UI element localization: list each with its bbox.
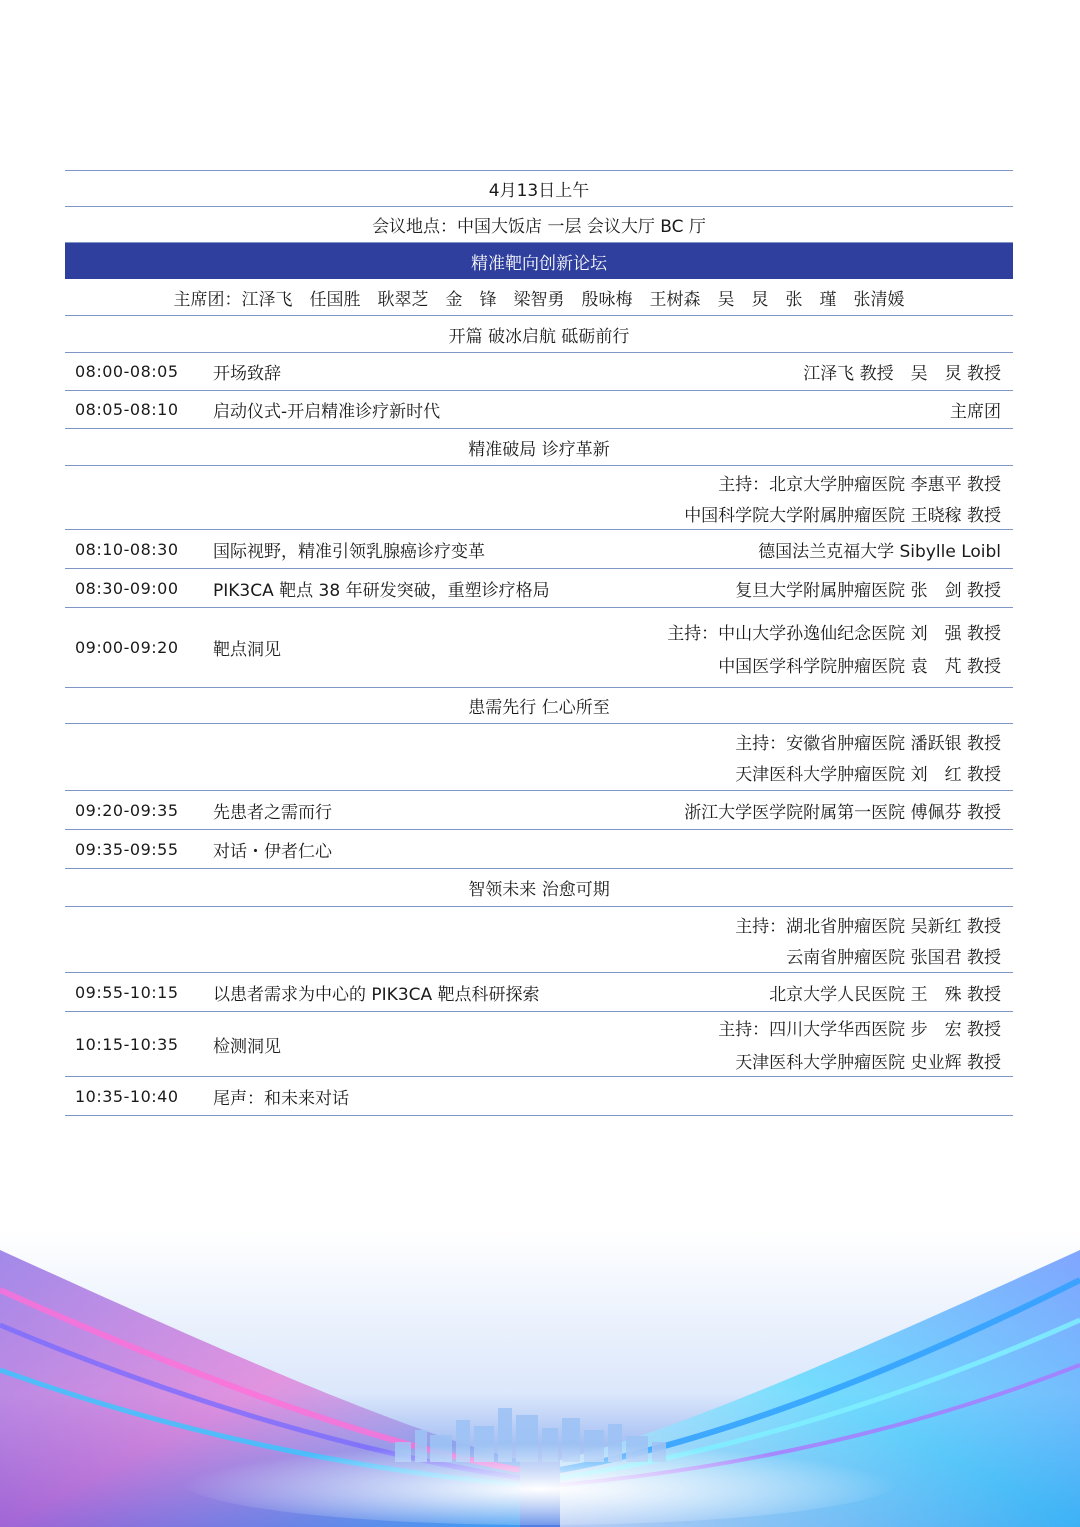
host: 中国科学院大学附属肿瘤医院 王晓稼 教授 xyxy=(684,505,1001,526)
agenda-row xyxy=(65,391,1013,429)
agenda-row xyxy=(65,608,1013,688)
time: 09:00-09:20 xyxy=(75,638,179,657)
date-header: 4月13日上午 xyxy=(488,181,590,201)
venue: 会议地点：中国大饭店 一层 会议大厅 BC 厅 xyxy=(372,217,706,237)
speaker: 天津医科大学肿瘤医院 史业辉 教授 xyxy=(735,1053,1001,1073)
time: 09:35-09:55 xyxy=(75,839,179,859)
forum-title: 精准靶向创新论坛 xyxy=(471,253,607,274)
topic: 对话・伊者仁心 xyxy=(213,841,332,862)
topic: 以患者需求为中心的 PIK3CA 靶点科研探索 xyxy=(213,984,540,1005)
speaker-stack xyxy=(667,608,1001,687)
host-row xyxy=(65,724,1013,791)
host: 主持：安徽省肿瘤医院 潘跃银 教授 xyxy=(735,734,1001,754)
time: 10:35-10:40 xyxy=(75,1086,179,1106)
topic: 国际视野，精准引领乳腺癌诊疗变革 xyxy=(213,541,485,562)
agenda-row xyxy=(65,353,1013,391)
agenda-row xyxy=(65,1012,1013,1077)
host-row xyxy=(65,907,1013,973)
date-header-row xyxy=(65,170,1013,207)
speaker: 江泽飞 教授 吴 炅 教授 xyxy=(803,364,1001,384)
time: 09:20-09:35 xyxy=(75,800,179,820)
time: 08:05-08:10 xyxy=(75,400,179,419)
forum-title-row xyxy=(65,243,1013,279)
speaker: 主席团 xyxy=(950,402,1001,422)
section-title: 患需先行 仁心所至 xyxy=(65,688,1013,724)
speaker: 中国医学科学院肿瘤医院 袁 芃 教授 xyxy=(718,656,1001,677)
presidium: 主席团：江泽飞 任国胜 耿翠芝 金 锋 梁智勇 殷咏梅 王树森 吴 炅 张 瑾 张清媛 xyxy=(173,289,905,310)
section-title: 精准破局 诊疗革新 xyxy=(65,429,1013,466)
presidium-row xyxy=(65,279,1013,316)
speaker: 主持：中山大学孙逸仙纪念医院 刘 强 教授 xyxy=(667,623,1001,644)
agenda-row xyxy=(65,530,1013,569)
time: 10:15-10:35 xyxy=(75,1034,179,1054)
topic: 检测洞见 xyxy=(213,1036,281,1057)
section-title: 智领未来 治愈可期 xyxy=(65,869,1013,907)
decorative-light-background xyxy=(0,1230,1080,1527)
agenda-row xyxy=(65,830,1013,869)
speaker: 德国法兰克福大学 Sibylle Loibl xyxy=(758,541,1001,562)
agenda-row xyxy=(65,1077,1013,1116)
speaker-stack xyxy=(718,1012,1001,1076)
speaker: 复旦大学附属肿瘤医院 张 剑 教授 xyxy=(735,580,1001,601)
time: 08:00-08:05 xyxy=(75,362,179,381)
time: 08:30-09:00 xyxy=(75,578,179,598)
host: 天津医科大学肿瘤医院 刘 红 教授 xyxy=(735,765,1001,785)
venue-row xyxy=(65,207,1013,243)
topic: 先患者之需而行 xyxy=(213,802,332,823)
time: 09:55-10:15 xyxy=(75,982,179,1002)
topic: 启动仪式-开启精准诊疗新时代 xyxy=(213,402,441,422)
topic: 靶点洞见 xyxy=(213,640,281,660)
agenda-row xyxy=(65,973,1013,1012)
speaker: 主持：四川大学华西医院 步 宏 教授 xyxy=(718,1020,1001,1040)
host-row xyxy=(65,466,1013,530)
agenda-row xyxy=(65,569,1013,608)
topic: 尾声：和未来对话 xyxy=(213,1088,349,1109)
agenda-row xyxy=(65,791,1013,830)
host: 主持：湖北省肿瘤医院 吴新红 教授 xyxy=(735,916,1001,937)
section-title: 开篇 破冰启航 砥砺前行 xyxy=(65,316,1013,353)
host: 主持：北京大学肿瘤医院 李惠平 教授 xyxy=(718,474,1001,495)
topic: PIK3CA 靶点 38 年研发突破，重塑诊疗格局 xyxy=(213,580,550,601)
speaker: 北京大学人民医院 王 殊 教授 xyxy=(769,984,1001,1005)
time: 08:10-08:30 xyxy=(75,539,179,559)
agenda-table xyxy=(65,170,1013,1116)
speaker: 浙江大学医学院附属第一医院 傅佩芬 教授 xyxy=(684,802,1001,823)
topic: 开场致辞 xyxy=(213,364,281,384)
host: 云南省肿瘤医院 张国君 教授 xyxy=(786,947,1001,968)
